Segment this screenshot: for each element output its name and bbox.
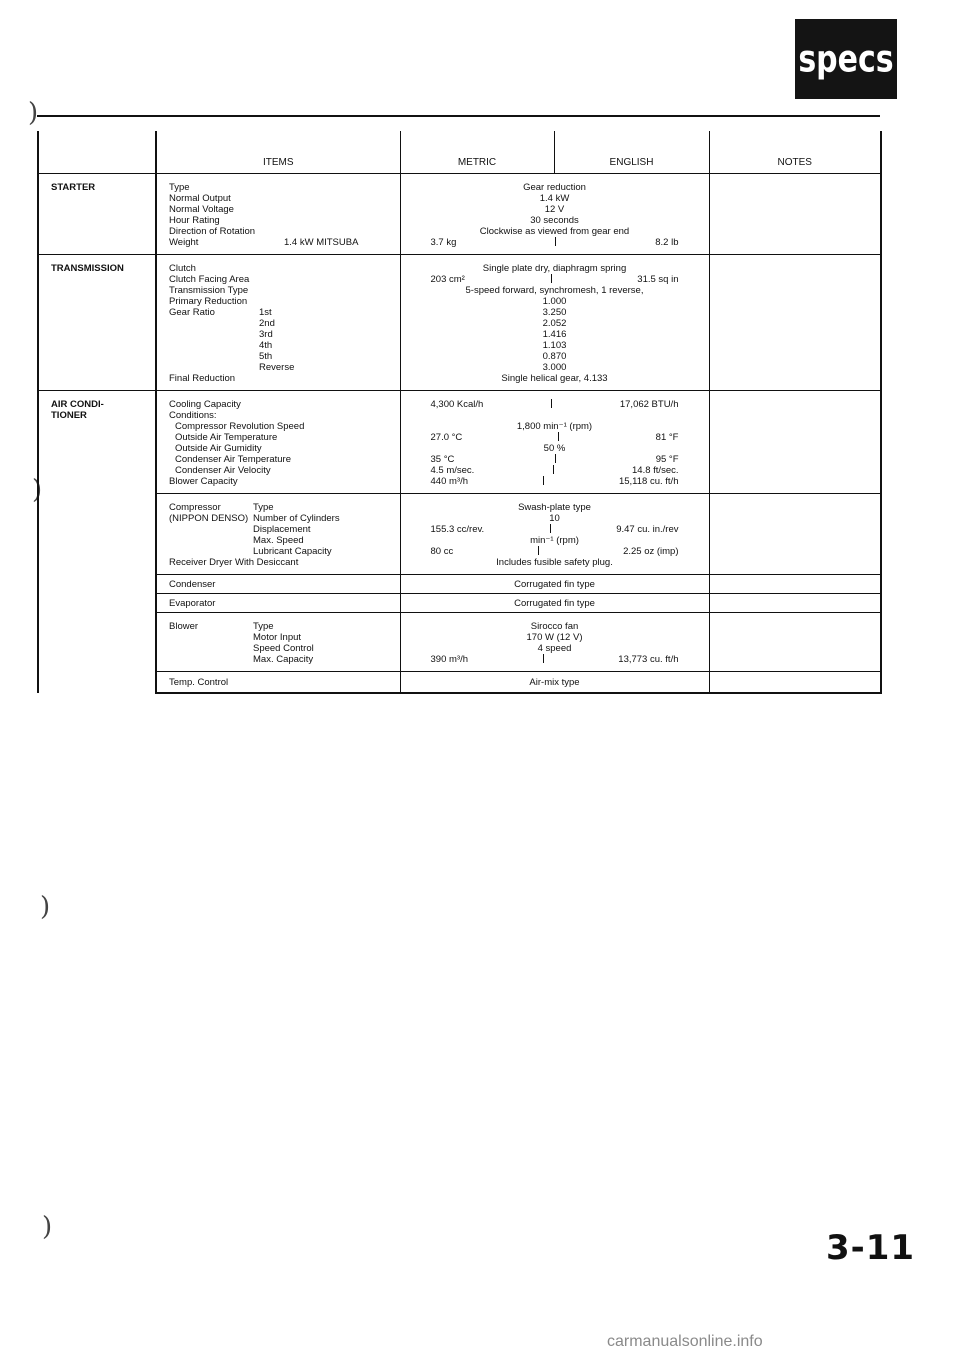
header-english: ENGLISH <box>554 131 709 174</box>
header-rule <box>37 115 880 117</box>
watermark-text: carmanualsonline.info <box>607 1333 763 1350</box>
aircon-blower-values: Sirocco fan 170 W (12 V) 4 speed 390 m³/h 13,773 cu. ft/h <box>400 613 709 672</box>
section-aircon: AIR CONDI- TIONER <box>38 391 156 694</box>
aircon-blower-items: Blower Type Motor Input Speed Control Max. Capacity <box>156 613 400 672</box>
table-row-transmission <box>38 255 881 391</box>
header-items: ITEMS <box>156 131 400 174</box>
starter-items: Type Normal Output Normal Voltage Hour Rating Direction of Rotation Weight 1.4 kW MITSUBA <box>156 174 400 255</box>
starter-values: Gear reduction 1.4 kW 12 V 30 seconds Clockwise as viewed from gear end 3.7 kg 8.2 lb <box>400 174 709 255</box>
binding-hole-mark: ) <box>28 98 39 128</box>
binding-hole-mark: ) <box>32 475 43 505</box>
header-notes: NOTES <box>709 131 881 174</box>
aircon-cooling-values: 4,300 Kcal/h 17,062 BTU/h 1,800 min⁻¹ (rpm) 27.0 °C 81 °F 50 % 35 °C 95 °F 4.5 m/sec. 14.8 ft/sec. 440 m³/h 15,118 cu. ft/h <box>400 391 709 494</box>
transmission-items: Clutch Clutch Facing Area Transmission Type Primary Reduction Gear Ratio 1st 2nd 3rd 4th 5th Reverse Final Reduction <box>156 255 400 391</box>
section-starter: STARTER <box>38 174 156 255</box>
specs-logo: specs <box>795 19 897 99</box>
table-header-row <box>38 131 881 174</box>
transmission-values: Single plate dry, diaphragm spring 203 cm² 31.5 sq in 5-speed forward, synchromesh, 1 reverse, 1.000 3.250 2.052 1.416 1.103 0.870 3.000 Single helical gear, 4.133 <box>400 255 709 391</box>
binding-hole-mark: ) <box>40 892 51 922</box>
table-row-aircon-condenser: Condenser Corrugated fin type <box>38 575 881 594</box>
spec-table <box>37 131 882 694</box>
aircon-compressor-values: Swash-plate type 10 155.3 cc/rev. 9.47 cu. in./rev min⁻¹ (rpm) 80 cc 2.25 oz (imp) Includes fusible safety plug. <box>400 494 709 575</box>
aircon-cooling-items: Cooling Capacity Conditions: Compressor Revolution Speed Outside Air Temperature Outside Air Gumidity Condenser Air Temperature Condenser Air Velocity Blower Capacity <box>156 391 400 494</box>
table-row-aircon-cooling <box>38 391 881 494</box>
binding-hole-mark: ) <box>42 1212 53 1242</box>
header-metric: METRIC <box>400 131 554 174</box>
table-row-aircon-blower <box>38 613 881 672</box>
table-row-aircon-temp: Temp. Control Air-mix type <box>38 672 881 694</box>
table-row-starter <box>38 174 881 255</box>
aircon-compressor-items: Compressor (NIPPON DENSO) Type Number of Cylinders Displacement Max. Speed Lubricant Capacity Receiver Dryer With Desiccant <box>156 494 400 575</box>
page-number: 3-11 <box>826 1228 916 1268</box>
section-transmission: TRANSMISSION <box>38 255 156 391</box>
table-row-aircon-evaporator: Evaporator Corrugated fin type <box>38 594 881 613</box>
table-row-aircon-compressor <box>38 494 881 575</box>
